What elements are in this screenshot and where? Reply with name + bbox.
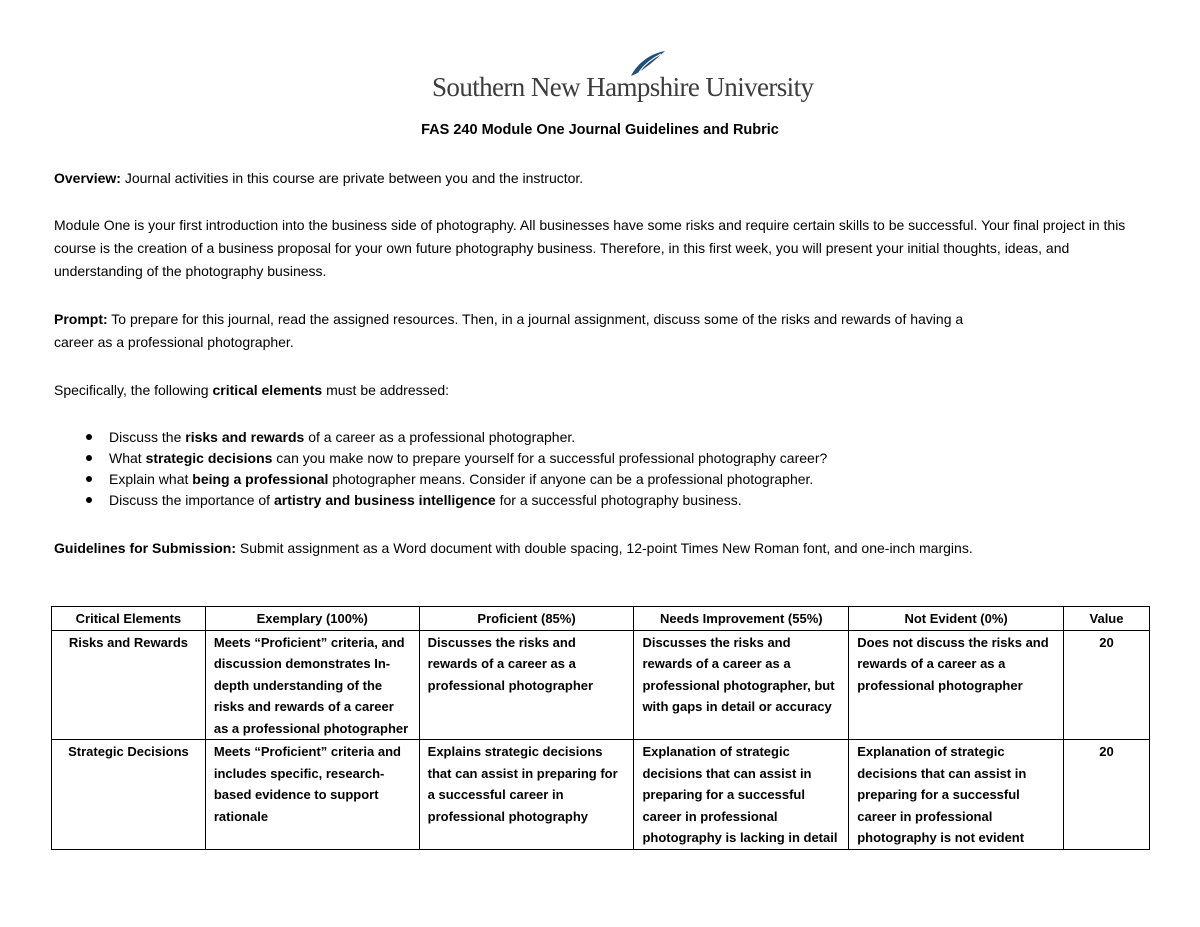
guidelines-text: Submit assignment as a Word document with double spacing, 12-point Times New Roman font, and one-inch margins. xyxy=(236,540,973,556)
list-item xyxy=(54,469,1154,490)
column-header-not-evident: Not Evident (0%) xyxy=(849,607,1064,631)
bullet-text: for a successful photography business. xyxy=(495,492,742,508)
specifically-text-before: Specifically, the following xyxy=(54,382,213,398)
bullet-icon xyxy=(86,434,92,440)
bullet-text: can you make now to prepare yourself for a successful professional photography career? xyxy=(272,450,828,466)
table-row xyxy=(52,630,1150,740)
column-header-proficient: Proficient (85%) xyxy=(419,607,634,631)
column-header-exemplary: Exemplary (100%) xyxy=(205,607,419,631)
cell-needs-improvement: Explanation of strategic decisions that can assist in preparing for a successful career in professional photography is lacking in detail xyxy=(634,740,849,850)
list-item xyxy=(54,427,1154,448)
bullet-icon xyxy=(86,497,92,503)
logo-text: Southern New Hampshire University xyxy=(432,72,814,102)
column-header-critical-elements: Critical Elements xyxy=(52,607,206,631)
bullet-text: photographer means. Consider if anyone can be a professional photographer. xyxy=(328,471,814,487)
cell-needs-improvement: Discusses the risks and rewards of a career as a professional photographer, but with gaps in detail or accuracy xyxy=(634,630,849,740)
guidelines-paragraph xyxy=(54,537,1154,560)
prompt-text-line2: career as a professional photographer. xyxy=(54,334,294,350)
list-item xyxy=(54,490,1154,511)
bullet-bold: strategic decisions xyxy=(145,450,273,466)
column-header-needs-improvement: Needs Improvement (55%) xyxy=(634,607,849,631)
cell-critical-element: Strategic Decisions xyxy=(52,740,206,850)
table-header-row xyxy=(52,607,1150,631)
prompt-text-line1: To prepare for this journal, read the assigned resources. Then, in a journal assignment, discuss some of the risks and rewards of having a xyxy=(107,311,964,327)
bullet-bold: artistry and business intelligence xyxy=(273,492,496,508)
bullet-text: Discuss the xyxy=(109,429,186,445)
bullet-icon xyxy=(86,476,92,482)
cell-not-evident: Explanation of strategic decisions that can assist in preparing for a successful career in professional photography is not evident xyxy=(849,740,1064,850)
cell-proficient: Discusses the risks and rewards of a career as a professional photographer xyxy=(419,630,634,740)
table-row xyxy=(52,740,1150,850)
university-logo xyxy=(432,50,814,105)
specifically-paragraph xyxy=(54,379,1154,402)
cell-critical-element: Risks and Rewards xyxy=(52,630,206,740)
guidelines-label: Guidelines for Submission: xyxy=(54,540,237,556)
specifically-text-after: must be addressed: xyxy=(322,382,450,398)
bullet-text: of a career as a professional photographer. xyxy=(304,429,576,445)
specifically-text-bold: critical elements xyxy=(212,382,323,398)
bullet-text: Discuss the importance of xyxy=(109,492,274,508)
cell-not-evident: Does not discuss the risks and rewards of a career as a professional photographer xyxy=(849,630,1064,740)
cell-proficient: Explains strategic decisions that can assist in preparing for a successful career in professional photography xyxy=(419,740,634,850)
critical-elements-list xyxy=(54,427,1154,511)
cell-exemplary: Meets “Proficient” criteria, and discussion demonstrates In-depth understanding of the risks and rewards of a career as a professional photographer xyxy=(205,630,419,740)
column-header-value: Value xyxy=(1064,607,1150,631)
overview-label: Overview: xyxy=(54,170,121,186)
cell-exemplary: Meets “Proficient” criteria and includes specific, research-based evidence to support rationale xyxy=(205,740,419,850)
list-item xyxy=(54,448,1154,469)
overview-paragraph xyxy=(54,167,1154,190)
bullet-icon xyxy=(86,455,92,461)
bullet-bold: risks and rewards xyxy=(185,429,305,445)
intro-paragraph: Module One is your first introduction into the business side of photography. All businesses have some risks and require certain skills to be successful. Your final project in this course is the creation of a business proposal for your own future photography business. Therefore, in this first week, you will present your initial thoughts, ideas, and understanding of the photography business. xyxy=(54,217,1126,279)
rubric-table xyxy=(51,606,1150,850)
page-title: FAS 240 Module One Journal Guidelines and Rubric xyxy=(421,122,779,138)
prompt-paragraph xyxy=(54,308,1154,354)
overview-text: Journal activities in this course are private between you and the instructor. xyxy=(120,170,584,186)
bullet-text: Explain what xyxy=(109,471,193,487)
bullet-text: What xyxy=(109,450,146,466)
cell-value: 20 xyxy=(1064,630,1150,740)
prompt-label: Prompt: xyxy=(54,311,108,327)
bullet-bold: being a professional xyxy=(192,471,329,487)
cell-value: 20 xyxy=(1064,740,1150,850)
